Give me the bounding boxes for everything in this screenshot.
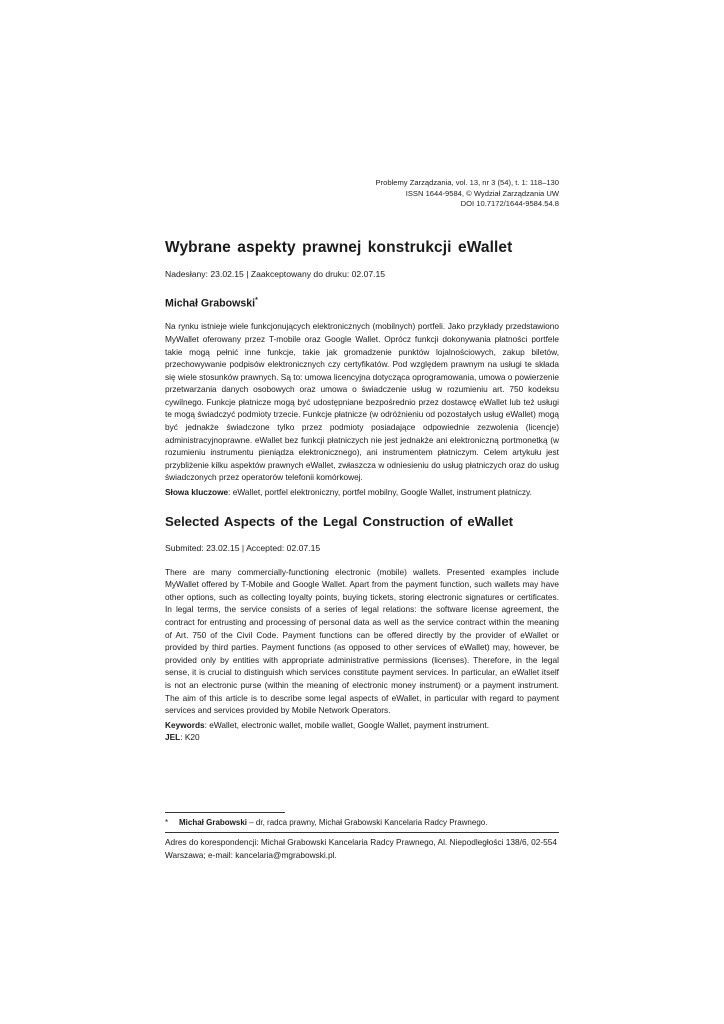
footnote-text: – dr, radca prawny, Michał Grabowski Kancelaria Radcy Prawnego. — [247, 818, 488, 827]
journal-info — [165, 178, 559, 210]
journal-issn: ISSN 1644-9584, © Wydział Zarządzania UW — [405, 188, 559, 198]
keywords-label-pl: Słowa kluczowe — [165, 487, 229, 498]
article-title-en: Selected Aspects of the Legal Construction of eWallet — [165, 513, 514, 529]
author-footnote-mark: * — [255, 296, 258, 304]
keywords-text-en: : eWallet, electronic wallet, mobile wallet, Google Wallet, payment instrument. — [204, 719, 490, 730]
abstract-en: There are many commercially-functioning electronic (mobile) wallets. Presented examples include MyWallet offered by T-Mobile and Google Wallet. Apart from the payment function, such wallets may have other options, such as collecting loyalty points, buying tickets, storing electronic signatures or certificates. In legal terms, the service consists of a series of legal relations: the software license agreement, the contract for entrusting and processing of personal data as well as the service contract within the meaning of Art. 750 of the Civil Code. Payment functions can be offered directly by the provider of eWallet or provided by third parties. Payment functions (as opposed to other services of eWallet) may, however, be provided only by entities with appropriate administrative permissions (licenses). Therefore, in the legal sense, it is crucial to distinguish which services constitute payment services. In particular, an eWallet itself is not an electronic purse (within the meaning of electronic money instrument) or a payment instrument. The aim of this article is to describe some legal aspects of eWallet, in particular with regard to payment services and services provided by Mobile Network Operators. — [165, 566, 559, 716]
footnote-divider — [165, 812, 285, 813]
keywords-pl — [165, 486, 559, 499]
journal-doi: DOI 10.7172/1644-9584.54.8 — [460, 199, 559, 209]
author-footnote — [165, 817, 559, 828]
footnote-mark: * — [165, 818, 169, 827]
address-divider — [165, 832, 559, 833]
jel-text: : K20 — [180, 732, 200, 743]
keywords-text-pl: : eWallet, portfel elektroniczny, portfel mobilny, Google Wallet, instrument płatniczy. — [228, 487, 532, 498]
submission-dates-en: Submited: 23.02.15 | Accepted: 02.07.15 — [165, 542, 321, 553]
submission-dates-pl: Nadesłany: 23.02.15 | Zaakceptowany do druku: 02.07.15 — [165, 268, 386, 279]
article-page — [165, 178, 559, 744]
jel-code — [165, 731, 559, 744]
keywords-en — [165, 719, 559, 732]
journal-citation: Problemy Zarządzania, vol. 13, nr 3 (54), t. 1: 118–130 — [375, 178, 559, 187]
footnote-author-name: Michał Grabowski — [179, 818, 248, 827]
keywords-label-en: Keywords — [165, 719, 205, 730]
author-name — [165, 294, 559, 311]
correspondence-address: Adres do korespondencji: Michał Grabowski Kancelaria Radcy Prawnego, Al. Niepodległości 138/6, 02-554 Warszawa; e-mail: kancelaria@mgrabowski.pl. — [165, 837, 558, 860]
jel-label: JEL — [165, 732, 181, 743]
article-title-pl: Wybrane aspekty prawnej konstrukcji eWallet — [165, 238, 513, 256]
author-name-text: Michał Grabowski — [165, 297, 256, 310]
abstract-pl: Na rynku istnieje wiele funkcjonujących elektronicznych (mobilnych) portfeli. Jako przykłady przedstawiono MyWallet oferowany przez T-mobile oraz Google Wallet. Oprócz funkcji dokonywania płatności portfele takie mogą pełnić inne funkcje, takie jak gromadzenie punktów lojalnościowych, zakup biletów, przechowywanie podpisów elektronicznych czy certyfikatów. Pod względem prawnym na usługi te składa się wiele stosunków prawnych. Są to: umowa licencyjna dotycząca oprogramowania, umowa o powierzenie przetwarzania danych osobowych oraz umowa o świadczenie usług w rozumieniu art. 750 kodeksu cywilnego. Funkcje płatnicze mogą być udostępniane bezpośrednio przez dostawcę eWallet lub też usługi te mogą świadczyć podmioty trzecie. Funkcje płatnicze (w odróżnieniu od pozostałych usług eWallet) mogą być jednakże świadczone tylko przez podmioty posiadające odpowiednie zezwolenia (licencje) administracyjnoprawne. eWallet bez funkcji płatniczych nie jest jednakże ani elektroniczną portmonetką (w rozumieniu instrumentu pieniądza elektronicznego), ani instrumentem płatniczym. Celem artykułu jest przybliżenie kilku aspektów prawnych eWallet, zwłaszcza w odniesieniu do usług płatniczych oraz do usług świadczonych przez operatorów telefonii komórkowej. — [165, 321, 559, 483]
